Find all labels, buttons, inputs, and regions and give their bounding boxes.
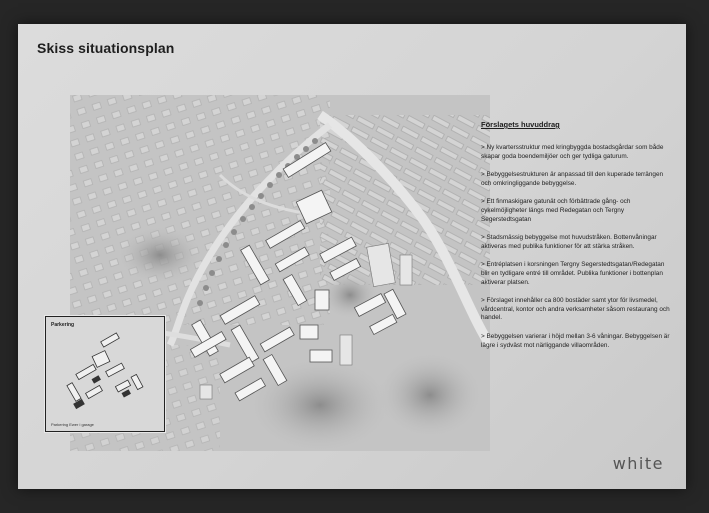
hill-southeast	[375, 350, 485, 440]
bullet-terrain: > Bebyggelsestrukturen är anpassad till den kuperade terrängen och omkringliggande bebyggelse.	[481, 171, 664, 187]
inset-garage-shading	[73, 375, 131, 409]
panel-heading: Förslagets huvuddrag	[481, 120, 560, 129]
parking-inset-svg	[46, 317, 164, 431]
plan-sheet	[18, 24, 686, 489]
proposal-summary-panel	[481, 120, 671, 360]
white-logo: white	[612, 454, 664, 473]
inset-blocks	[67, 333, 143, 401]
inset-label: Parkering	[51, 322, 75, 328]
bullet-urban-frontage: > Stadsmässig bebyggelse mot huvudstråken. Bottenvåningar aktiveras med publika funktioner för att stärka stråken.	[481, 234, 657, 250]
hill-west	[115, 225, 205, 285]
bullet-building-heights: > Bebyggelsen varierar i höjd mellan 3-6 våningar. Bebyggelsen är lägre i sydväst mot närliggande villaområden.	[481, 332, 670, 349]
hill-south	[245, 355, 395, 451]
bullet-block-structure: > Ny kvartersstruktur med kringbyggda bostadsgårdar som både skapar goda boendemiljöer och ger tydliga gaturum.	[481, 144, 664, 160]
bullet-program: > Förslaget innehåller ca 800 bostäder samt ytor för livsmedel, vårdcentral, kontor och andra verksamheter såsom restaurang och handel.	[481, 297, 670, 322]
bullet-entrance-square: > Entréplatsen i korsningen Tergny Segerstedtsgatan/Redegatan blir en tydligare entré till området. Publika funktioner i bottenplan aktiverar platsen.	[481, 261, 665, 286]
inset-caption: Parkering Ewer i garage	[51, 422, 94, 427]
bullet-street-network: > Ett finmaskigare gatunät och förbättrade gång- och cykelmöjligheter längs med Redegatan och Tergny Segerstedtsgatan	[481, 198, 631, 223]
parking-inset-map	[45, 316, 165, 432]
page-title: Skiss situationsplan	[37, 40, 175, 56]
